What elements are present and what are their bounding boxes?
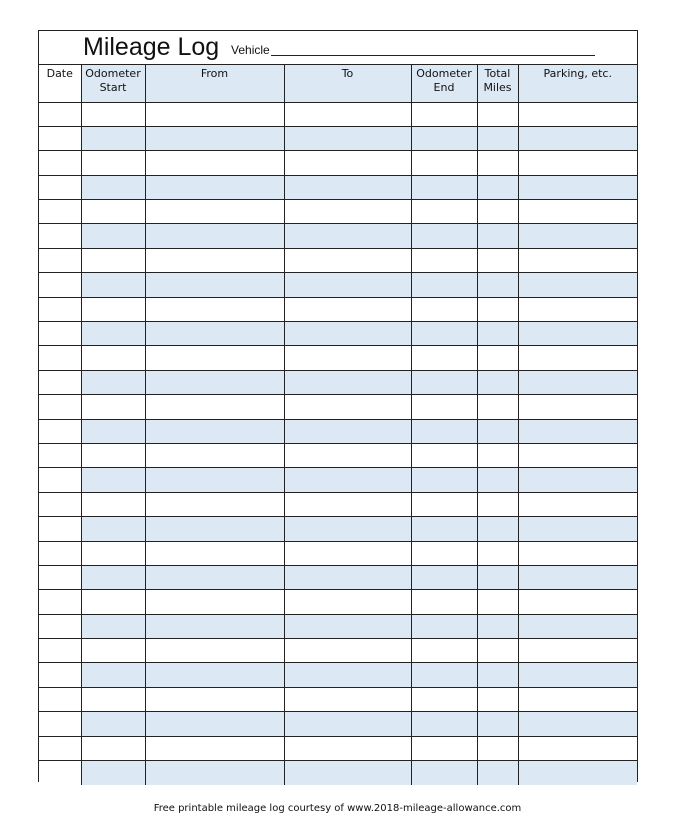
odometer-end-cell[interactable]: [411, 322, 477, 346]
total-miles-cell[interactable]: [477, 126, 518, 150]
total-miles-cell[interactable]: [477, 370, 518, 394]
total-miles-cell[interactable]: [477, 614, 518, 638]
odometer-start-cell[interactable]: [81, 126, 145, 150]
odometer-start-cell[interactable]: [81, 736, 145, 760]
to-cell[interactable]: [284, 736, 411, 760]
odometer-end-cell[interactable]: [411, 273, 477, 297]
date-cell[interactable]: [39, 370, 81, 394]
total-miles-cell[interactable]: [477, 322, 518, 346]
date-cell[interactable]: [39, 517, 81, 541]
total-miles-cell[interactable]: [477, 687, 518, 711]
table-row: [39, 395, 637, 419]
total-miles-cell[interactable]: [477, 419, 518, 443]
odometer-end-cell[interactable]: [411, 639, 477, 663]
total-miles-cell[interactable]: [477, 151, 518, 175]
table-row: [39, 614, 637, 638]
odometer-end-cell[interactable]: [411, 151, 477, 175]
table-row: [39, 443, 637, 467]
odometer-start-cell[interactable]: [81, 492, 145, 516]
parking-cell[interactable]: [518, 736, 637, 760]
parking-cell[interactable]: [518, 395, 637, 419]
table-row: [39, 126, 637, 150]
to-cell[interactable]: [284, 224, 411, 248]
total-miles-cell[interactable]: [477, 761, 518, 785]
odometer-end-cell[interactable]: [411, 126, 477, 150]
odometer-start-cell[interactable]: [81, 419, 145, 443]
to-cell[interactable]: [284, 492, 411, 516]
odometer-end-cell[interactable]: [411, 492, 477, 516]
total-miles-cell[interactable]: [477, 443, 518, 467]
table-header-row: [39, 65, 637, 102]
table-row: [39, 565, 637, 589]
parking-cell[interactable]: [518, 663, 637, 687]
footer-credit: Free printable mileage log courtesy of www.2018-mileage-allowance.com: [153, 803, 522, 814]
date-cell[interactable]: [39, 224, 81, 248]
odometer-start-cell[interactable]: [81, 346, 145, 370]
page-title: Mileage Log: [83, 33, 220, 61]
from-cell[interactable]: [145, 663, 284, 687]
to-cell[interactable]: [284, 517, 411, 541]
from-cell[interactable]: [145, 297, 284, 321]
parking-cell[interactable]: [518, 322, 637, 346]
parking-cell[interactable]: [518, 175, 637, 199]
parking-cell[interactable]: [518, 126, 637, 150]
odometer-start-cell[interactable]: [81, 565, 145, 589]
to-cell[interactable]: [284, 346, 411, 370]
odometer-end-cell[interactable]: [411, 395, 477, 419]
from-cell[interactable]: [145, 419, 284, 443]
table-row: [39, 492, 637, 516]
date-cell[interactable]: [39, 663, 81, 687]
odometer-end-cell[interactable]: [411, 761, 477, 785]
odometer-start-cell[interactable]: [81, 200, 145, 224]
to-cell[interactable]: [284, 443, 411, 467]
date-cell[interactable]: [39, 761, 81, 785]
odometer-end-cell[interactable]: [411, 614, 477, 638]
total-miles-cell[interactable]: [477, 224, 518, 248]
odometer-end-cell[interactable]: [411, 200, 477, 224]
parking-cell[interactable]: [518, 761, 637, 785]
parking-cell[interactable]: [518, 590, 637, 614]
odometer-start-cell[interactable]: [81, 322, 145, 346]
date-cell[interactable]: [39, 565, 81, 589]
col-header-odometer-end: Odometer End: [411, 65, 477, 102]
total-miles-cell[interactable]: [477, 395, 518, 419]
parking-cell[interactable]: [518, 297, 637, 321]
parking-cell[interactable]: [518, 687, 637, 711]
odometer-end-cell[interactable]: [411, 590, 477, 614]
vehicle-input-line[interactable]: [271, 55, 595, 56]
to-cell[interactable]: [284, 468, 411, 492]
date-cell[interactable]: [39, 273, 81, 297]
odometer-start-cell[interactable]: [81, 370, 145, 394]
from-cell[interactable]: [145, 565, 284, 589]
table-row: [39, 200, 637, 224]
odometer-start-cell[interactable]: [81, 102, 145, 126]
from-cell[interactable]: [145, 200, 284, 224]
from-cell[interactable]: [145, 614, 284, 638]
parking-cell[interactable]: [518, 541, 637, 565]
odometer-end-cell[interactable]: [411, 175, 477, 199]
parking-cell[interactable]: [518, 200, 637, 224]
odometer-start-cell[interactable]: [81, 468, 145, 492]
from-cell[interactable]: [145, 395, 284, 419]
total-miles-cell[interactable]: [477, 590, 518, 614]
table-row: [39, 590, 637, 614]
table-body: [39, 102, 637, 785]
parking-cell[interactable]: [518, 468, 637, 492]
odometer-start-cell[interactable]: [81, 590, 145, 614]
from-cell[interactable]: [145, 273, 284, 297]
date-cell[interactable]: [39, 639, 81, 663]
date-cell[interactable]: [39, 419, 81, 443]
date-cell[interactable]: [39, 468, 81, 492]
date-cell[interactable]: [39, 102, 81, 126]
date-cell[interactable]: [39, 687, 81, 711]
table-row: [39, 322, 637, 346]
to-cell[interactable]: [284, 175, 411, 199]
from-cell[interactable]: [145, 687, 284, 711]
odometer-start-cell[interactable]: [81, 395, 145, 419]
vehicle-label: Vehicle: [231, 43, 270, 57]
odometer-end-cell[interactable]: [411, 224, 477, 248]
odometer-start-cell[interactable]: [81, 517, 145, 541]
odometer-end-cell[interactable]: [411, 565, 477, 589]
odometer-start-cell[interactable]: [81, 541, 145, 565]
from-cell[interactable]: [145, 443, 284, 467]
to-cell[interactable]: [284, 322, 411, 346]
parking-cell[interactable]: [518, 224, 637, 248]
table-row: [39, 346, 637, 370]
total-miles-cell[interactable]: [477, 712, 518, 736]
total-miles-cell[interactable]: [477, 663, 518, 687]
to-cell[interactable]: [284, 687, 411, 711]
table-row: [39, 273, 637, 297]
to-cell[interactable]: [284, 395, 411, 419]
parking-cell[interactable]: [518, 248, 637, 272]
table-row: [39, 175, 637, 199]
date-cell[interactable]: [39, 736, 81, 760]
from-cell[interactable]: [145, 468, 284, 492]
table-row: [39, 639, 637, 663]
to-cell[interactable]: [284, 639, 411, 663]
total-miles-cell[interactable]: [477, 541, 518, 565]
date-cell[interactable]: [39, 492, 81, 516]
to-cell[interactable]: [284, 761, 411, 785]
parking-cell[interactable]: [518, 273, 637, 297]
date-cell[interactable]: [39, 322, 81, 346]
col-header-date: Date: [39, 65, 81, 102]
to-cell[interactable]: [284, 370, 411, 394]
from-cell[interactable]: [145, 175, 284, 199]
to-cell[interactable]: [284, 151, 411, 175]
to-cell[interactable]: [284, 419, 411, 443]
total-miles-cell[interactable]: [477, 273, 518, 297]
total-miles-cell[interactable]: [477, 517, 518, 541]
mileage-table: [39, 65, 637, 785]
from-cell[interactable]: [145, 370, 284, 394]
from-cell[interactable]: [145, 736, 284, 760]
date-cell[interactable]: [39, 346, 81, 370]
date-cell[interactable]: [39, 297, 81, 321]
to-cell[interactable]: [284, 126, 411, 150]
table-row: [39, 712, 637, 736]
date-cell[interactable]: [39, 200, 81, 224]
title-bar: [39, 31, 637, 65]
to-cell[interactable]: [284, 200, 411, 224]
parking-cell[interactable]: [518, 712, 637, 736]
mileage-log-form: [38, 30, 638, 782]
to-cell[interactable]: [284, 614, 411, 638]
parking-cell[interactable]: [518, 565, 637, 589]
odometer-start-cell[interactable]: [81, 297, 145, 321]
total-miles-cell[interactable]: [477, 297, 518, 321]
date-cell[interactable]: [39, 151, 81, 175]
odometer-end-cell[interactable]: [411, 687, 477, 711]
odometer-end-cell[interactable]: [411, 517, 477, 541]
parking-cell[interactable]: [518, 419, 637, 443]
table-row: [39, 468, 637, 492]
table-row: [39, 297, 637, 321]
table-row: [39, 736, 637, 760]
from-cell[interactable]: [145, 248, 284, 272]
odometer-end-cell[interactable]: [411, 712, 477, 736]
total-miles-cell[interactable]: [477, 248, 518, 272]
col-header-from: From: [145, 65, 284, 102]
parking-cell[interactable]: [518, 151, 637, 175]
odometer-start-cell[interactable]: [81, 175, 145, 199]
from-cell[interactable]: [145, 517, 284, 541]
date-cell[interactable]: [39, 541, 81, 565]
odometer-end-cell[interactable]: [411, 541, 477, 565]
to-cell[interactable]: [284, 102, 411, 126]
from-cell[interactable]: [145, 712, 284, 736]
odometer-end-cell[interactable]: [411, 370, 477, 394]
from-cell[interactable]: [145, 346, 284, 370]
table-row: [39, 248, 637, 272]
odometer-end-cell[interactable]: [411, 419, 477, 443]
to-cell[interactable]: [284, 590, 411, 614]
odometer-start-cell[interactable]: [81, 761, 145, 785]
odometer-start-cell[interactable]: [81, 443, 145, 467]
total-miles-cell[interactable]: [477, 565, 518, 589]
parking-cell[interactable]: [518, 346, 637, 370]
date-cell[interactable]: [39, 712, 81, 736]
total-miles-cell[interactable]: [477, 200, 518, 224]
col-header-parking: Parking, etc.: [518, 65, 637, 102]
parking-cell[interactable]: [518, 492, 637, 516]
to-cell[interactable]: [284, 248, 411, 272]
parking-cell[interactable]: [518, 517, 637, 541]
table-row: [39, 224, 637, 248]
from-cell[interactable]: [145, 151, 284, 175]
from-cell[interactable]: [145, 126, 284, 150]
table-row: [39, 419, 637, 443]
from-cell[interactable]: [145, 761, 284, 785]
odometer-start-cell[interactable]: [81, 614, 145, 638]
total-miles-cell[interactable]: [477, 639, 518, 663]
from-cell[interactable]: [145, 639, 284, 663]
date-cell[interactable]: [39, 614, 81, 638]
parking-cell[interactable]: [518, 639, 637, 663]
total-miles-cell[interactable]: [477, 736, 518, 760]
table-row: [39, 541, 637, 565]
odometer-end-cell[interactable]: [411, 736, 477, 760]
odometer-end-cell[interactable]: [411, 443, 477, 467]
date-cell[interactable]: [39, 175, 81, 199]
odometer-start-cell[interactable]: [81, 663, 145, 687]
odometer-end-cell[interactable]: [411, 102, 477, 126]
from-cell[interactable]: [145, 322, 284, 346]
from-cell[interactable]: [145, 541, 284, 565]
from-cell[interactable]: [145, 102, 284, 126]
parking-cell[interactable]: [518, 443, 637, 467]
table-row: [39, 517, 637, 541]
odometer-end-cell[interactable]: [411, 346, 477, 370]
col-header-total-miles: Total Miles: [477, 65, 518, 102]
total-miles-cell[interactable]: [477, 175, 518, 199]
date-cell[interactable]: [39, 395, 81, 419]
date-cell[interactable]: [39, 126, 81, 150]
parking-cell[interactable]: [518, 102, 637, 126]
odometer-end-cell[interactable]: [411, 297, 477, 321]
col-header-odometer-start: Odometer Start: [81, 65, 145, 102]
to-cell[interactable]: [284, 663, 411, 687]
to-cell[interactable]: [284, 565, 411, 589]
odometer-start-cell[interactable]: [81, 639, 145, 663]
parking-cell[interactable]: [518, 370, 637, 394]
odometer-start-cell[interactable]: [81, 712, 145, 736]
table-row: [39, 102, 637, 126]
total-miles-cell[interactable]: [477, 492, 518, 516]
table-row: [39, 151, 637, 175]
from-cell[interactable]: [145, 492, 284, 516]
total-miles-cell[interactable]: [477, 102, 518, 126]
total-miles-cell[interactable]: [477, 346, 518, 370]
odometer-start-cell[interactable]: [81, 273, 145, 297]
table-row: [39, 663, 637, 687]
from-cell[interactable]: [145, 590, 284, 614]
odometer-end-cell[interactable]: [411, 248, 477, 272]
date-cell[interactable]: [39, 443, 81, 467]
to-cell[interactable]: [284, 712, 411, 736]
table-row: [39, 761, 637, 785]
parking-cell[interactable]: [518, 614, 637, 638]
odometer-start-cell[interactable]: [81, 151, 145, 175]
date-cell[interactable]: [39, 248, 81, 272]
to-cell[interactable]: [284, 297, 411, 321]
table-row: [39, 370, 637, 394]
to-cell[interactable]: [284, 541, 411, 565]
table-row: [39, 687, 637, 711]
to-cell[interactable]: [284, 273, 411, 297]
col-header-to: To: [284, 65, 411, 102]
date-cell[interactable]: [39, 590, 81, 614]
from-cell[interactable]: [145, 224, 284, 248]
odometer-end-cell[interactable]: [411, 468, 477, 492]
odometer-end-cell[interactable]: [411, 663, 477, 687]
total-miles-cell[interactable]: [477, 468, 518, 492]
odometer-start-cell[interactable]: [81, 248, 145, 272]
odometer-start-cell[interactable]: [81, 687, 145, 711]
odometer-start-cell[interactable]: [81, 224, 145, 248]
